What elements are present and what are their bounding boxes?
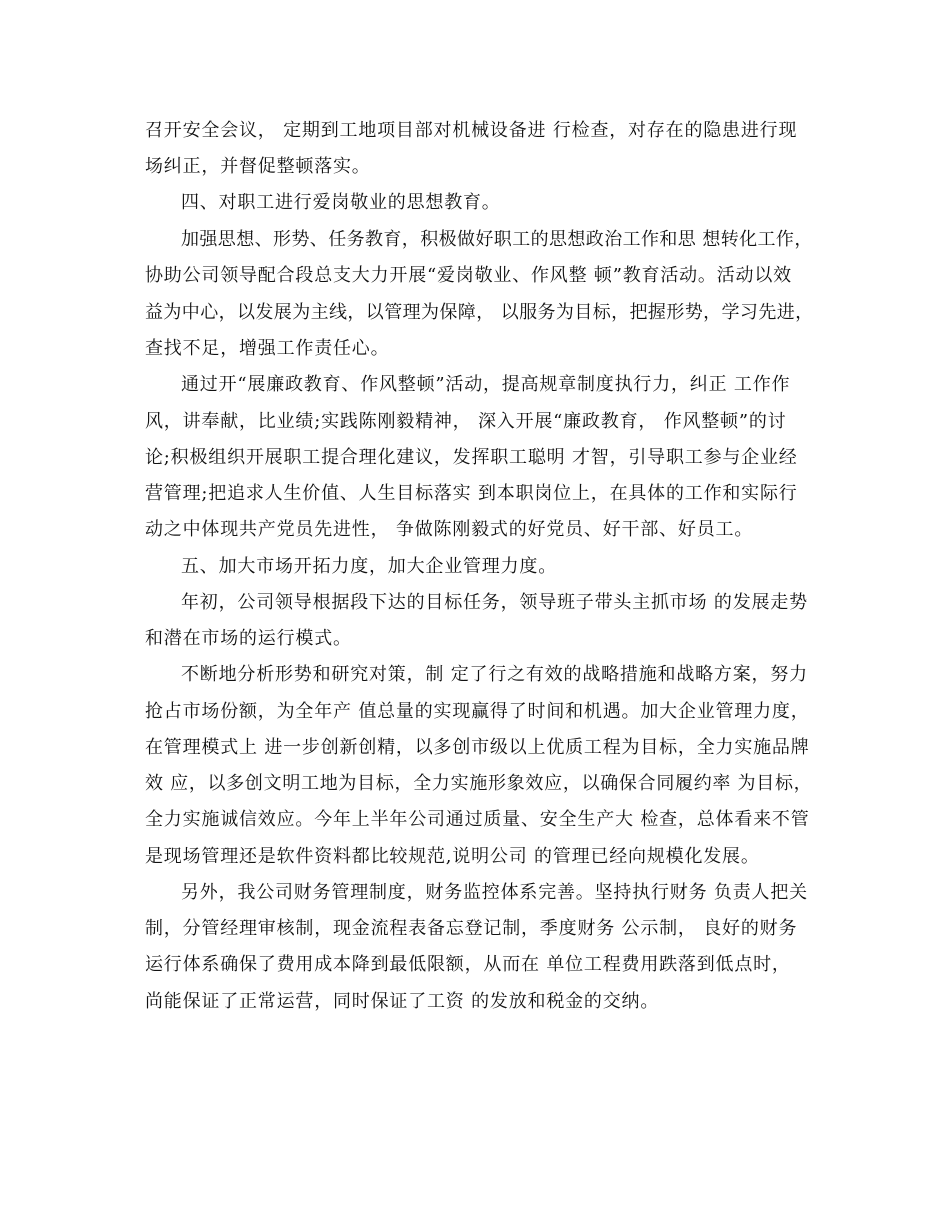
text-line: 是现场管理还是软件资料都比较规范,说明公司 的管理已经向规模化发展。 [145, 846, 760, 867]
text-line: 营管理;把追求人生价值、人生目标落实 到本职岗位上，在具体的工作和实际行 [145, 483, 798, 504]
text-line: 加强思想、形势、任务教育，积极做好职工的思想政治工作和思 想转化工作， [181, 229, 813, 250]
text-line: 动之中体现共产党员先进性， 争做陈刚毅式的好党员、好干部、好员工。 [145, 519, 754, 540]
text-line: 运行体系确保了费用成本降到最低限额，从而在 单位工程费用跌落到低点时， [145, 954, 791, 975]
text-line: 通过开“展廉政教育、作风整顿”活动，提高规章制度执行力，纠正 工作作 [181, 374, 791, 395]
text-line: 和潜在市场的运行模式。 [145, 628, 352, 649]
section-heading: 四、对职工进行爱岗敬业的思想教育。 [181, 192, 501, 213]
text-line: 查找不足，增强工作责任心。 [145, 338, 390, 359]
section-heading: 五、加大市场开拓力度，加大企业管理力度。 [181, 556, 557, 577]
text-line: 不断地分析形势和研究对策，制 定了行之有效的战略措施和战略方案，努力 [181, 664, 808, 685]
text-line: 协助公司领导配合段总支大力开展“爱岗敬业、作风整 顿”教育活动。活动以效 [145, 265, 792, 286]
text-line: 效 应，以多创文明工地为目标，全力实施形象效应，以确保合同履约率 为目标， [145, 773, 813, 794]
text-line: 风，讲奉献，比业绩;实践陈刚毅精神， 深入开展“廉政教育， 作风整顿”的讨 [145, 411, 787, 432]
text-line: 抢占市场份额，为全年产 值总量的实现赢得了时间和机遇。加大企业管理力度， [145, 701, 810, 722]
text-line: 召开安全会议， 定期到工地项目部对机械设备进 行检查，对存在的隐患进行现 [145, 120, 798, 141]
text-line: 制，分管经理审核制，现金流程表备忘登记制，季度财务 公示制， 良好的财务 [145, 918, 798, 939]
text-line: 论;积极组织开展职工提合理化建议，发挥职工聪明 才智，引导职工参与企业经 [145, 447, 798, 468]
text-line: 尚能保证了正常运营，同时保证了工资 的发放和税金的交纳。 [145, 991, 660, 1012]
text-line: 另外，我公司财务管理制度，财务监控体系完善。坚持执行财务 负责人把关 [181, 882, 808, 903]
text-line: 场纠正，并督促整顿落实。 [145, 156, 371, 177]
text-line: 年初，公司领导根据段下达的目标任务，领导班子带头主抓市场 的发展走势 [181, 592, 808, 613]
text-line: 益为中心，以发展为主线，以管理为保障， 以服务为目标，把握形势，学习先进， [145, 302, 814, 323]
text-line: 在管理模式上 进一步创新创精，以多创市级以上优质工程为目标，全力实施品牌 [145, 737, 810, 758]
text-line: 全力实施诚信效应。今年上半年公司通过质量、安全生产大 检查，总体看来不管 [145, 809, 810, 830]
